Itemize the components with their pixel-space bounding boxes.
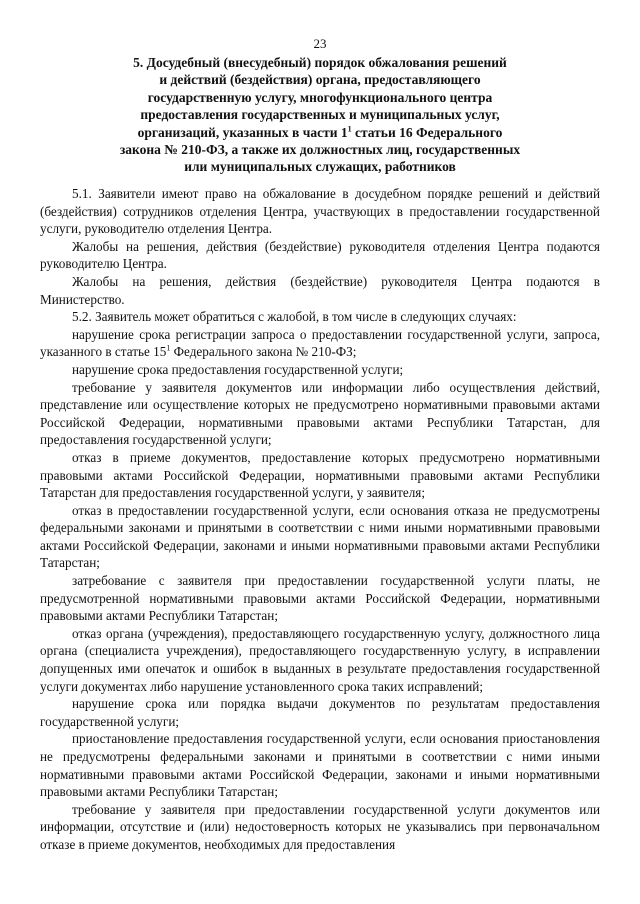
heading-line: закона № 210-ФЗ, а также их должностных лиц, государственных xyxy=(119,142,521,158)
paragraph: требование у заявителя документов или информации либо осуществления действий, представление или осуществление которых не предусмотрено нормативными правовыми актами Российской Федерации, нормативными правовыми актами Республики Татарстан, для предоставления государственной услуги; xyxy=(40,379,600,448)
paragraph-text: Федерального закона № 210-ФЗ; xyxy=(170,344,357,360)
heading-line xyxy=(40,124,600,141)
heading-line-text: статьи 16 Федерального xyxy=(351,124,503,140)
paragraph: 5.1. Заявители имеют право на обжалование в досудебном порядке решений и действий (бездействия) сотрудников отделения Центра, участвующих в предоставлении государственной услуги, руководителю отделения Центра. xyxy=(40,186,600,237)
body-text xyxy=(40,185,600,854)
paragraph: отказ органа (учреждения), предоставляющего государственную услугу, должностного лица органа (специалиста учреждения), предоставляющего государственную услугу, в исправлении допущенных ими опечаток и ошибок в выданных в результате предоставления государственной услуги документах либо нарушение установленного срока таких исправлений; xyxy=(40,625,600,694)
superscript: 1 xyxy=(347,124,352,134)
section-heading xyxy=(40,54,600,176)
page-number: 23 xyxy=(313,36,327,51)
paragraph: затребование с заявителя при предоставлении государственной услуги платы, не предусмотренной нормативными правовыми актами Российской Федерации, нормативными правовыми актами Республики Татарстан; xyxy=(40,573,600,624)
paragraph: отказ в предоставлении государственной услуги, если основания отказа не предусмотрены федеральными законами и принятыми в соответствии с ними иными нормативными правовыми актами Российской Федерации, законами и иными нормативными правовыми актами Республики Татарстан; xyxy=(40,502,600,571)
paragraph: 5.2. Заявитель может обратиться с жалобой, в том числе в следующих случаях: xyxy=(72,309,517,325)
heading-line: государственную услугу, многофункционального центра xyxy=(147,89,493,105)
heading-line-text: организаций, указанных в части 1 xyxy=(137,124,348,140)
paragraph: Жалобы на решения, действия (бездействие) руководителя Центра подаются в Министерство. xyxy=(40,273,600,307)
heading-line: и действий (бездействия) органа, предоставляющего xyxy=(159,72,481,88)
superscript: 1 xyxy=(166,343,171,353)
paragraph: приостановление предоставления государственной услуги, если основания приостановления не предусмотрены федеральными законами и принятыми в соответствии с ними иными нормативными правовыми актами Российской Федерации, законами и иными нормативными правовыми актами Республики Татарстан; xyxy=(40,731,600,800)
paragraph: Жалобы на решения, действия (бездействие) руководителя отделения Центра подаются руководителю Центра. xyxy=(40,238,600,272)
paragraph: требование у заявителя при предоставлении государственной услуги документов или информации, отсутствие и (или) недостоверность которых не указывались при первоначальном отказе в приеме документов, необходимых для предоставления xyxy=(40,801,600,852)
heading-line: 5. Досудебный (внесудебный) порядок обжалования решений xyxy=(133,55,507,70)
paragraph: нарушение срока или порядка выдачи документов по результатам предоставления государственной услуги; xyxy=(40,696,600,729)
paragraph: нарушение срока предоставления государственной услуги; xyxy=(72,361,404,377)
heading-line: предоставления государственных и муниципальных услуг, xyxy=(140,107,500,123)
heading-line: или муниципальных служащих, работников xyxy=(184,159,456,175)
paragraph-text: нарушение срока регистрации запроса о предоставлении государственной услуги, запроса, указанного в статье 15 xyxy=(40,326,600,360)
paragraph: отказ в приеме документов, предоставление которых предусмотрено нормативными правовыми актами Российской Федерации, нормативными правовыми актами Республики Татарстан для предоставления государственной услуги, у заявителя; xyxy=(40,449,600,501)
paragraph xyxy=(40,326,600,361)
